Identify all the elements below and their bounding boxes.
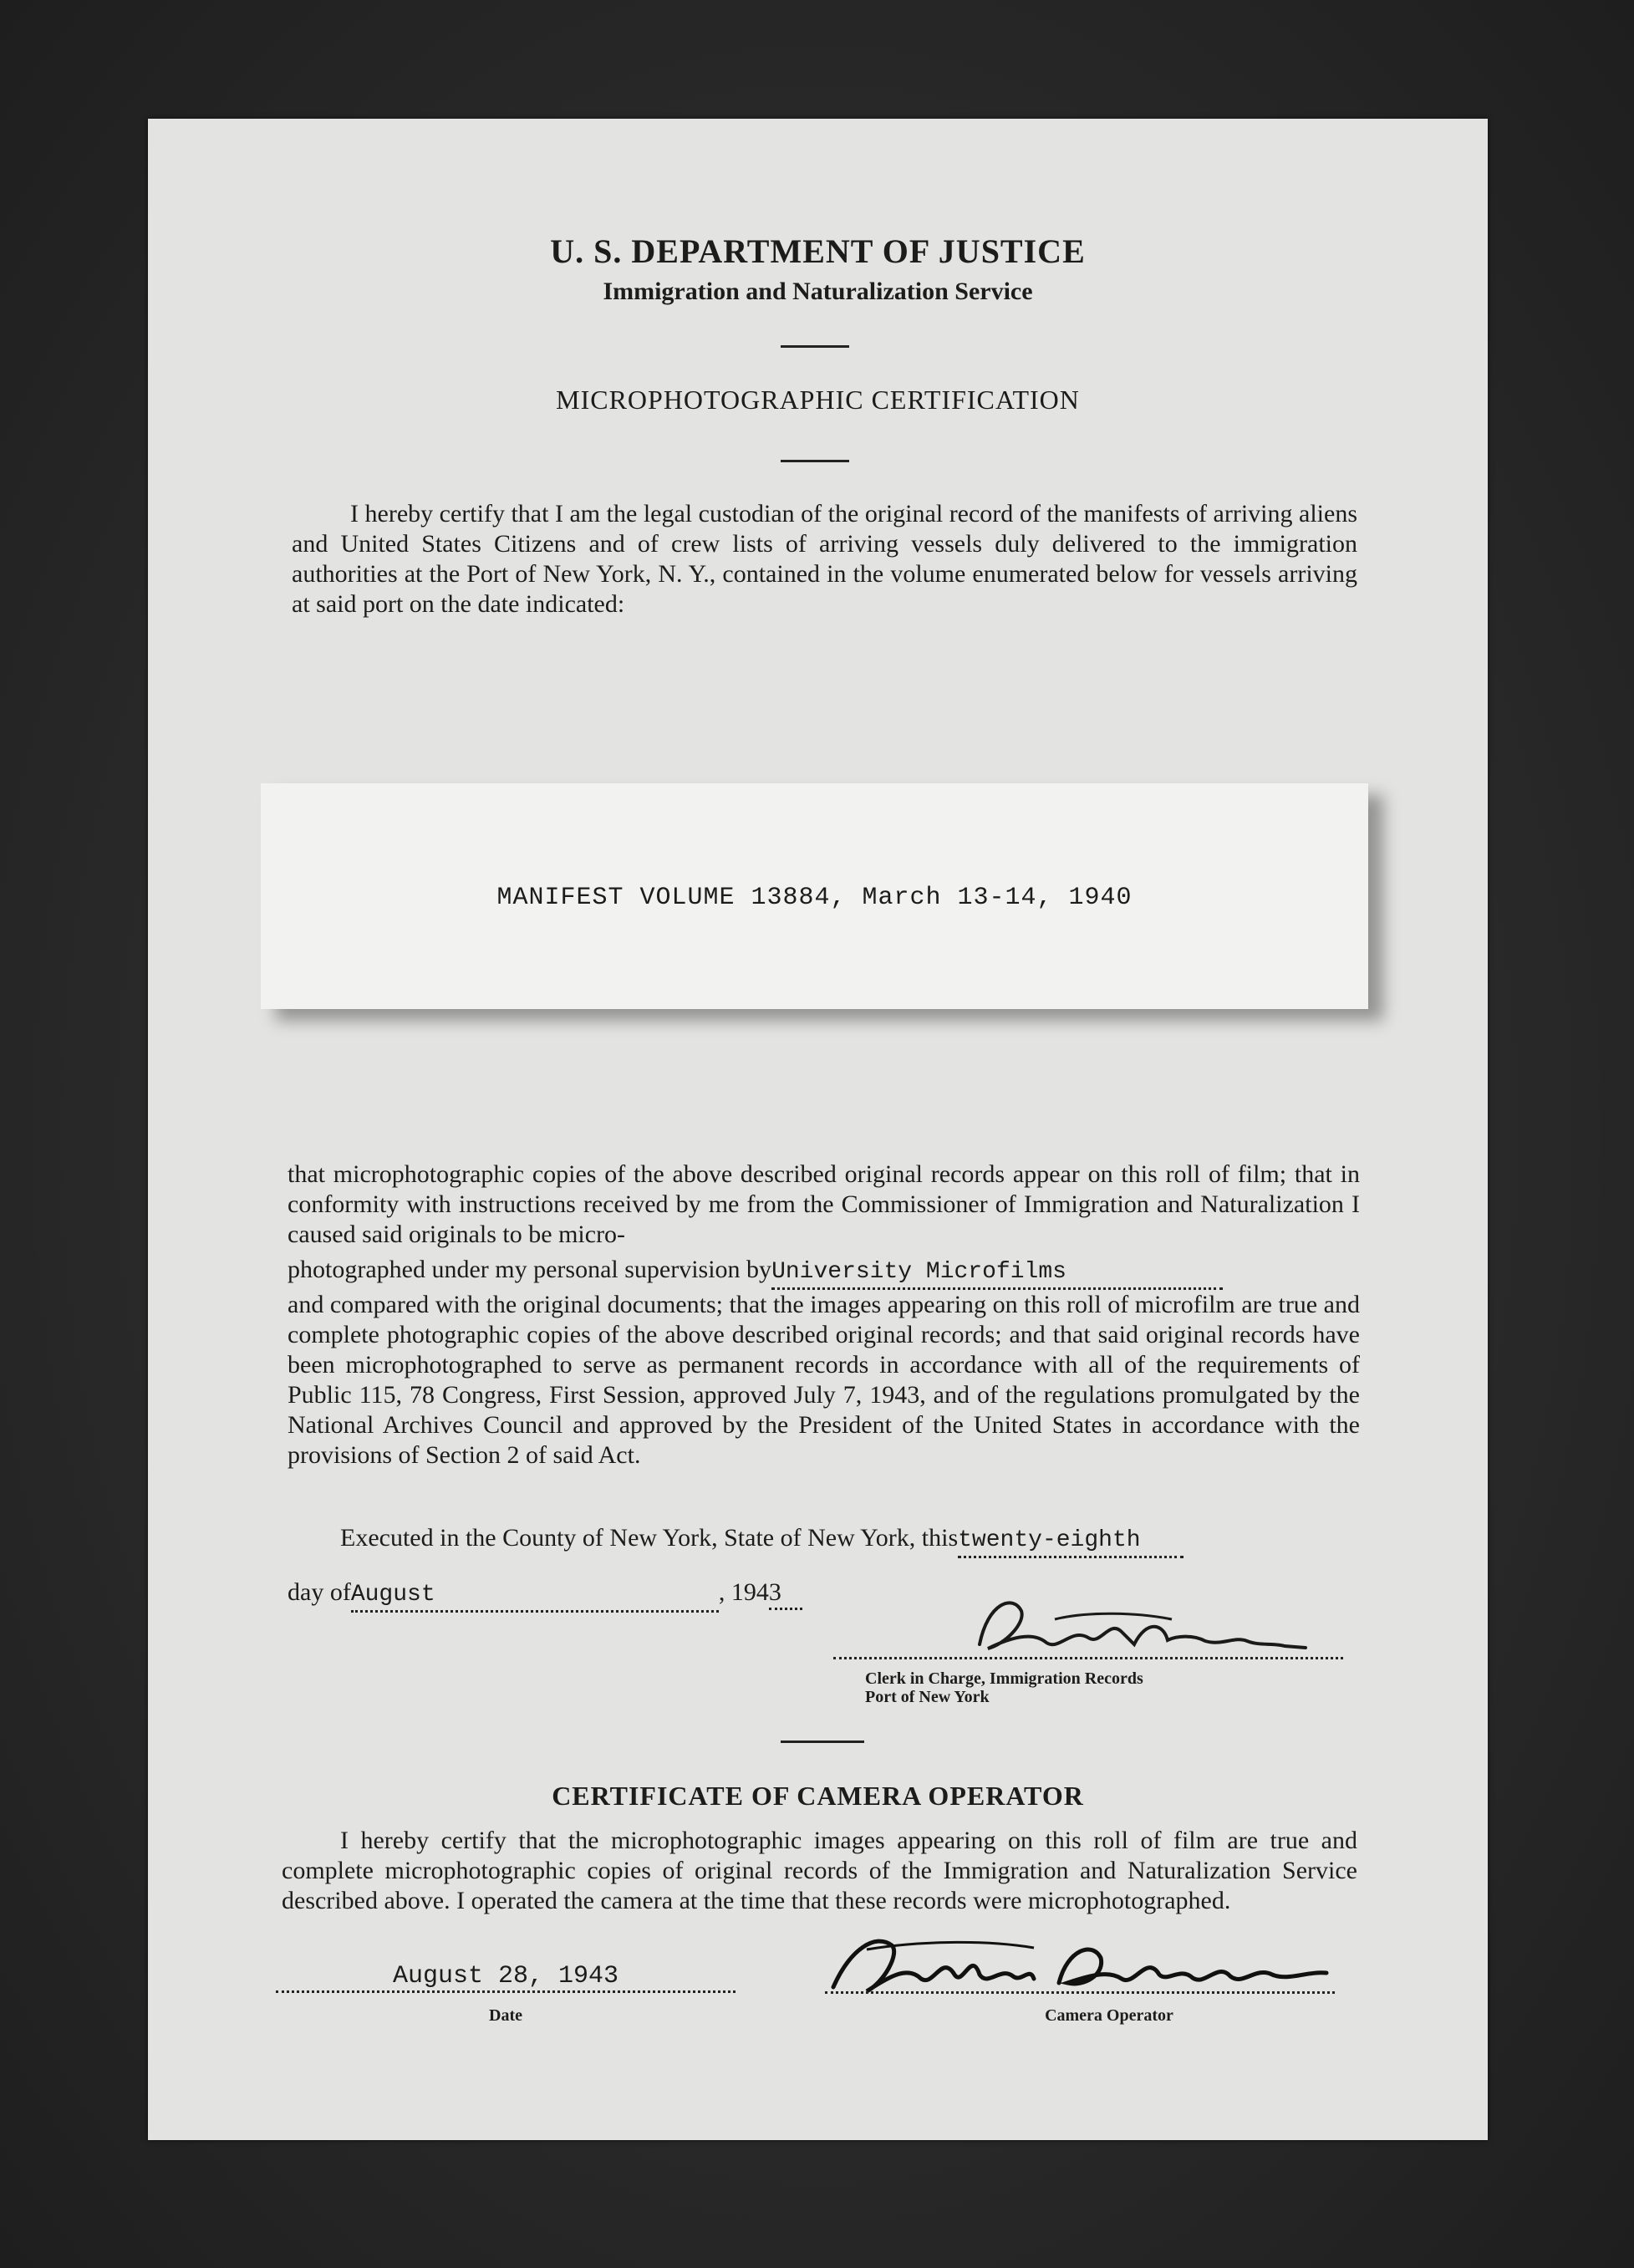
certification-title: MICROPHOTOGRAPHIC CERTIFICATION	[556, 385, 1080, 415]
manifest-label-slip	[261, 783, 1368, 1009]
manifest-volume-label: MANIFEST VOLUME 13884, March 13-14, 1940	[496, 884, 1133, 912]
camera-date: August 28, 1943	[392, 1962, 619, 1990]
camera-date-field	[276, 1962, 736, 1993]
intro-paragraph	[292, 499, 1357, 619]
year-field	[769, 1577, 802, 1610]
execution-month: August	[350, 1582, 435, 1608]
supervision-line	[288, 1255, 1360, 1290]
service-subheading: Immigration and Naturalization Service	[603, 278, 1033, 305]
day-of-label: day of	[288, 1578, 351, 1606]
clerk-title-line1: Clerk in Charge, Immigration Records	[865, 1669, 1143, 1688]
execution-prefix: Executed in the County of New York, State of New York, this	[340, 1524, 959, 1552]
intro-text: I hereby certify that I am the legal custodian of the original record of the manifests of arriving aliens and United States Citizens and of crew lists of arriving vessels duly delivered to the immigration authorities at the Port of New York, N. Y., contained in the volume enumerated below for vessels arriving at said port on the date indicated:	[292, 500, 1357, 618]
supervisor-name: University Microfilms	[771, 1259, 1066, 1285]
clerk-signature-line	[833, 1657, 1343, 1659]
divider	[781, 460, 849, 462]
year-prefix: , 194	[718, 1578, 769, 1606]
execution-day: twenty-eighth	[958, 1527, 1141, 1553]
body-text-2: and compared with the original documents; that the images appearing on this roll of microfilm are true and complete photographic copies of the above described original records; and that said original records have been microphotographed to serve as permanent records in accordance with all of the requirements of Public 115, 78 Congress, First Session, approved July 7, 1943, and of the regulations promulgated by the National Archives Council and approved by the President of the United States in accordance with the provisions of Section 2 of said Act.	[288, 1291, 1360, 1469]
supervision-prefix: photographed under my personal supervision by	[288, 1256, 772, 1283]
department-heading: U. S. DEPARTMENT OF JUSTICE	[550, 232, 1086, 270]
camera-paragraph	[282, 1826, 1357, 1916]
clerk-title-line2: Port of New York	[865, 1688, 990, 1706]
camera-certificate-heading: CERTIFICATE OF CAMERA OPERATOR	[552, 1781, 1084, 1811]
month-field	[351, 1577, 719, 1613]
divider	[781, 1740, 864, 1743]
day-field	[958, 1523, 1184, 1558]
camera-operator-label: Camera Operator	[1045, 2006, 1173, 2025]
execution-line	[340, 1523, 1360, 1558]
year-digit: 3	[768, 1578, 781, 1606]
camera-operator-signature	[817, 1916, 1360, 2016]
camera-date-label: Date	[489, 2006, 522, 2025]
divider	[781, 345, 849, 348]
clerk-signature	[954, 1586, 1339, 1678]
supervisor-field	[771, 1255, 1223, 1290]
operator-signature-line	[825, 1991, 1335, 1994]
certification-body	[288, 1159, 1360, 1470]
camera-text: I hereby certify that the microphotographic images appearing on this roll of film are true and complete microphotographic copies of original records of the Immigration and Naturalization Service described above. I operated the camera at the time that these records were microphotographed.	[282, 1827, 1357, 1914]
body-text-1: that microphotographic copies of the above described original records appear on this roll of film; that in conformity with instructions received by me from the Commissioner of Immigration and Naturalization I caused said originals to be micro-	[288, 1160, 1360, 1248]
certificate-page	[148, 119, 1488, 2140]
clerk-title	[865, 1669, 1143, 1706]
date-line	[288, 1577, 1040, 1613]
